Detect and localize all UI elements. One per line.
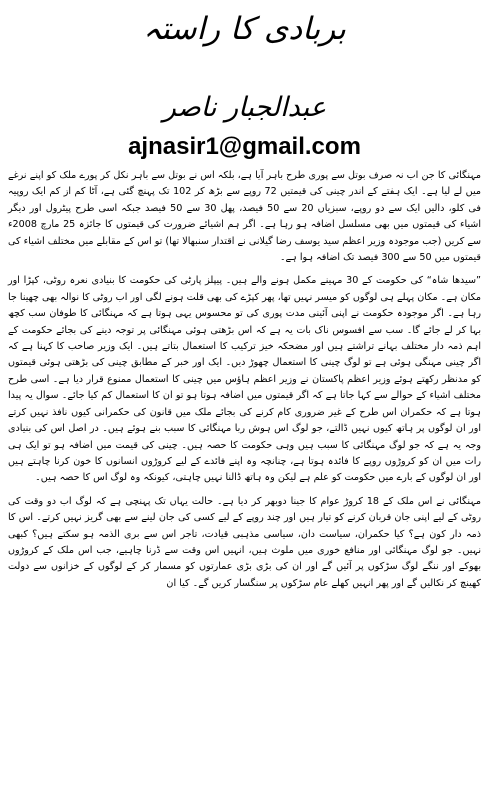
article-body <box>8 168 481 592</box>
paragraph: مہنگائی کا جن اب نہ صرف بوتل سے پوری طرح باہر آیا ہے، بلکہ اس نے بوتل سے باہر نکل کر پورے ملک کو اپنے نرغے میں لے لیا ہے۔ ایک ہفتے کے اندر چینی کی قیمتیں 72 روپے سے بڑھ کر 102 تک پہنچ گئی ہے، آٹا کم از کم ایک روپیہ فی کلو، دالیں ایک سے دو روپے، سبزیاں 20 سے 50 فیصد، پھل 30 سے 50 فیصد جبکہ اسی طرح پیٹرول اور دیگر اشیاء کی قیمتوں میں بھی مسلسل اضافہ ہو رہا ہے۔ اگر ہم اشیائے ضرورت کی قیمتوں کا جائزہ 25 مارچ 2008ء سے کریں (جب موجودہ وزیر اعظم سید یوسف رضا گیلانی نے اقتدار سنبھالا تھا) تو اس کے مقابلے میں مختلف اشیاء کی قیمتوں میں 50 سے 300 فیصد تک اضافہ ہوا ہے۔ <box>8 170 481 264</box>
paragraph: ”سیدھا شاہ“ کی حکومت کے 30 مہینے مکمل ہونے والے ہیں۔ پیپلز پارٹی کی حکومت کا بنیادی نعرہ روٹی، کپڑا اور مکان ہے۔ مکان پہلے ہی لوگوں کو میسر نہیں تھا، پھر کپڑے کی بھی قلت ہونے لگی اور اب روٹی کا نوالہ بھی چھینا جا رہا ہے۔ اگر موجودہ حکومت نے اپنی آئینی مدت پوری کی تو محسوس یہی ہوتا ہے کہ مہنگائی کا طوفان سب کچھ بہا کر لے جائے گا۔ سب سے افسوس ناک بات یہ ہے کہ اس بڑھتی ہوئی مہنگائی پر توجہ دینے کی بجائے حکومت کے اہم ذمہ دار مختلف بہانے تراشتے ہیں اور مضحکہ خیز ترکیب کا استعمال بتاتے ہیں۔ ایک وزیر صاحب کا کہنا ہے کہ اگر چینی مہنگی ہوئی ہے تو لوگ چینی کا استعمال چھوڑ دیں۔ ایک اور خبر کے مطابق چینی کی بڑھتی ہوئی قیمتوں کو مدنظر رکھتے ہوئے وزیر اعظم پاکستان نے وزیر اعظم ہاؤس میں چینی کا استعمال ممنوع قرار دیا ہے۔ اسی طرح مختلف اشیاء کے حوالے سے کہا جاتا ہے کہ اگر قیمتوں میں اضافہ ہوتا ہو تو ان کا استعمال کم کیا جائے۔ سوال یہ پیدا ہوتا ہے کہ حکمران اس طرح کے غیر ضروری کام کرنے کی بجائے ملک میں قانون کی حکمرانی کیوں نافذ نہیں کرتے اور ان لوگوں پر ہاتھ کیوں نہیں ڈالتے، جو لوگ اس ہوش ربا مہنگائی کا سبب بنے ہوئے ہیں۔ در اصل اس کی بنیادی وجہ یہ ہے کہ جو لوگ مہنگائی کا سبب ہیں وہی حکومت کا حصہ ہیں۔ چینی کی قیمت میں اضافہ ہو تو ایک ہی رات میں ان کو کروڑوں روپے کا فائدہ ہوتا ہے، چنانچہ وہ اپنے فائدے کے لیے کروڑوں انسانوں کا خون کرنا چاہتے ہیں اور ان لوگوں کے بارے میں حکومت کو علم ہے لیکن وہ ہاتھ ڈالنا نہیں چاہتی، کیونکہ وہ لوگ اس کا حصہ ہیں۔ <box>8 275 481 484</box>
author-name: عبدالجبار ناصر <box>162 92 327 123</box>
author-email: ajnasir1@gmail.com <box>128 133 361 160</box>
article-title: بربادی کا راستہ <box>143 11 346 47</box>
article-page <box>0 6 489 802</box>
paragraph: مہنگائی نے اس ملک کے 18 کروڑ عوام کا جینا دوبھر کر دیا ہے۔ حالت یہاں تک پہنچی ہے کہ لوگ اب دو وقت کی روٹی کے لیے اپنی جان قربان کرنے کو تیار ہیں اور چند روپے کے لیے کسی کی جان لینے سے بھی گریز نہیں کرتے۔ اس کا ذمہ دار کون ہے؟ کیا حکمران، سیاست دان، سیاسی مذہبی قیادت، تاجر اس سے بری الذمہ ہو سکتے ہیں؟ کبھی نہیں۔ جو لوگ مہنگائی اور منافع خوری میں ملوث ہیں، انہیں اس وقت سے ڈرنا چاہیے، جب اس ملک کے کروڑوں بھوکے اور ننگے لوگ سڑکوں پر آئیں گے اور ان کی بڑی بڑی عمارتوں کو مسمار کر کے لوگوں کے خزانوں سے دولت کھینچ کر نکالیں گے اور پھر انہیں کھلے عام سڑکوں پر سنگسار کریں گے۔ کیا ان <box>8 495 481 589</box>
